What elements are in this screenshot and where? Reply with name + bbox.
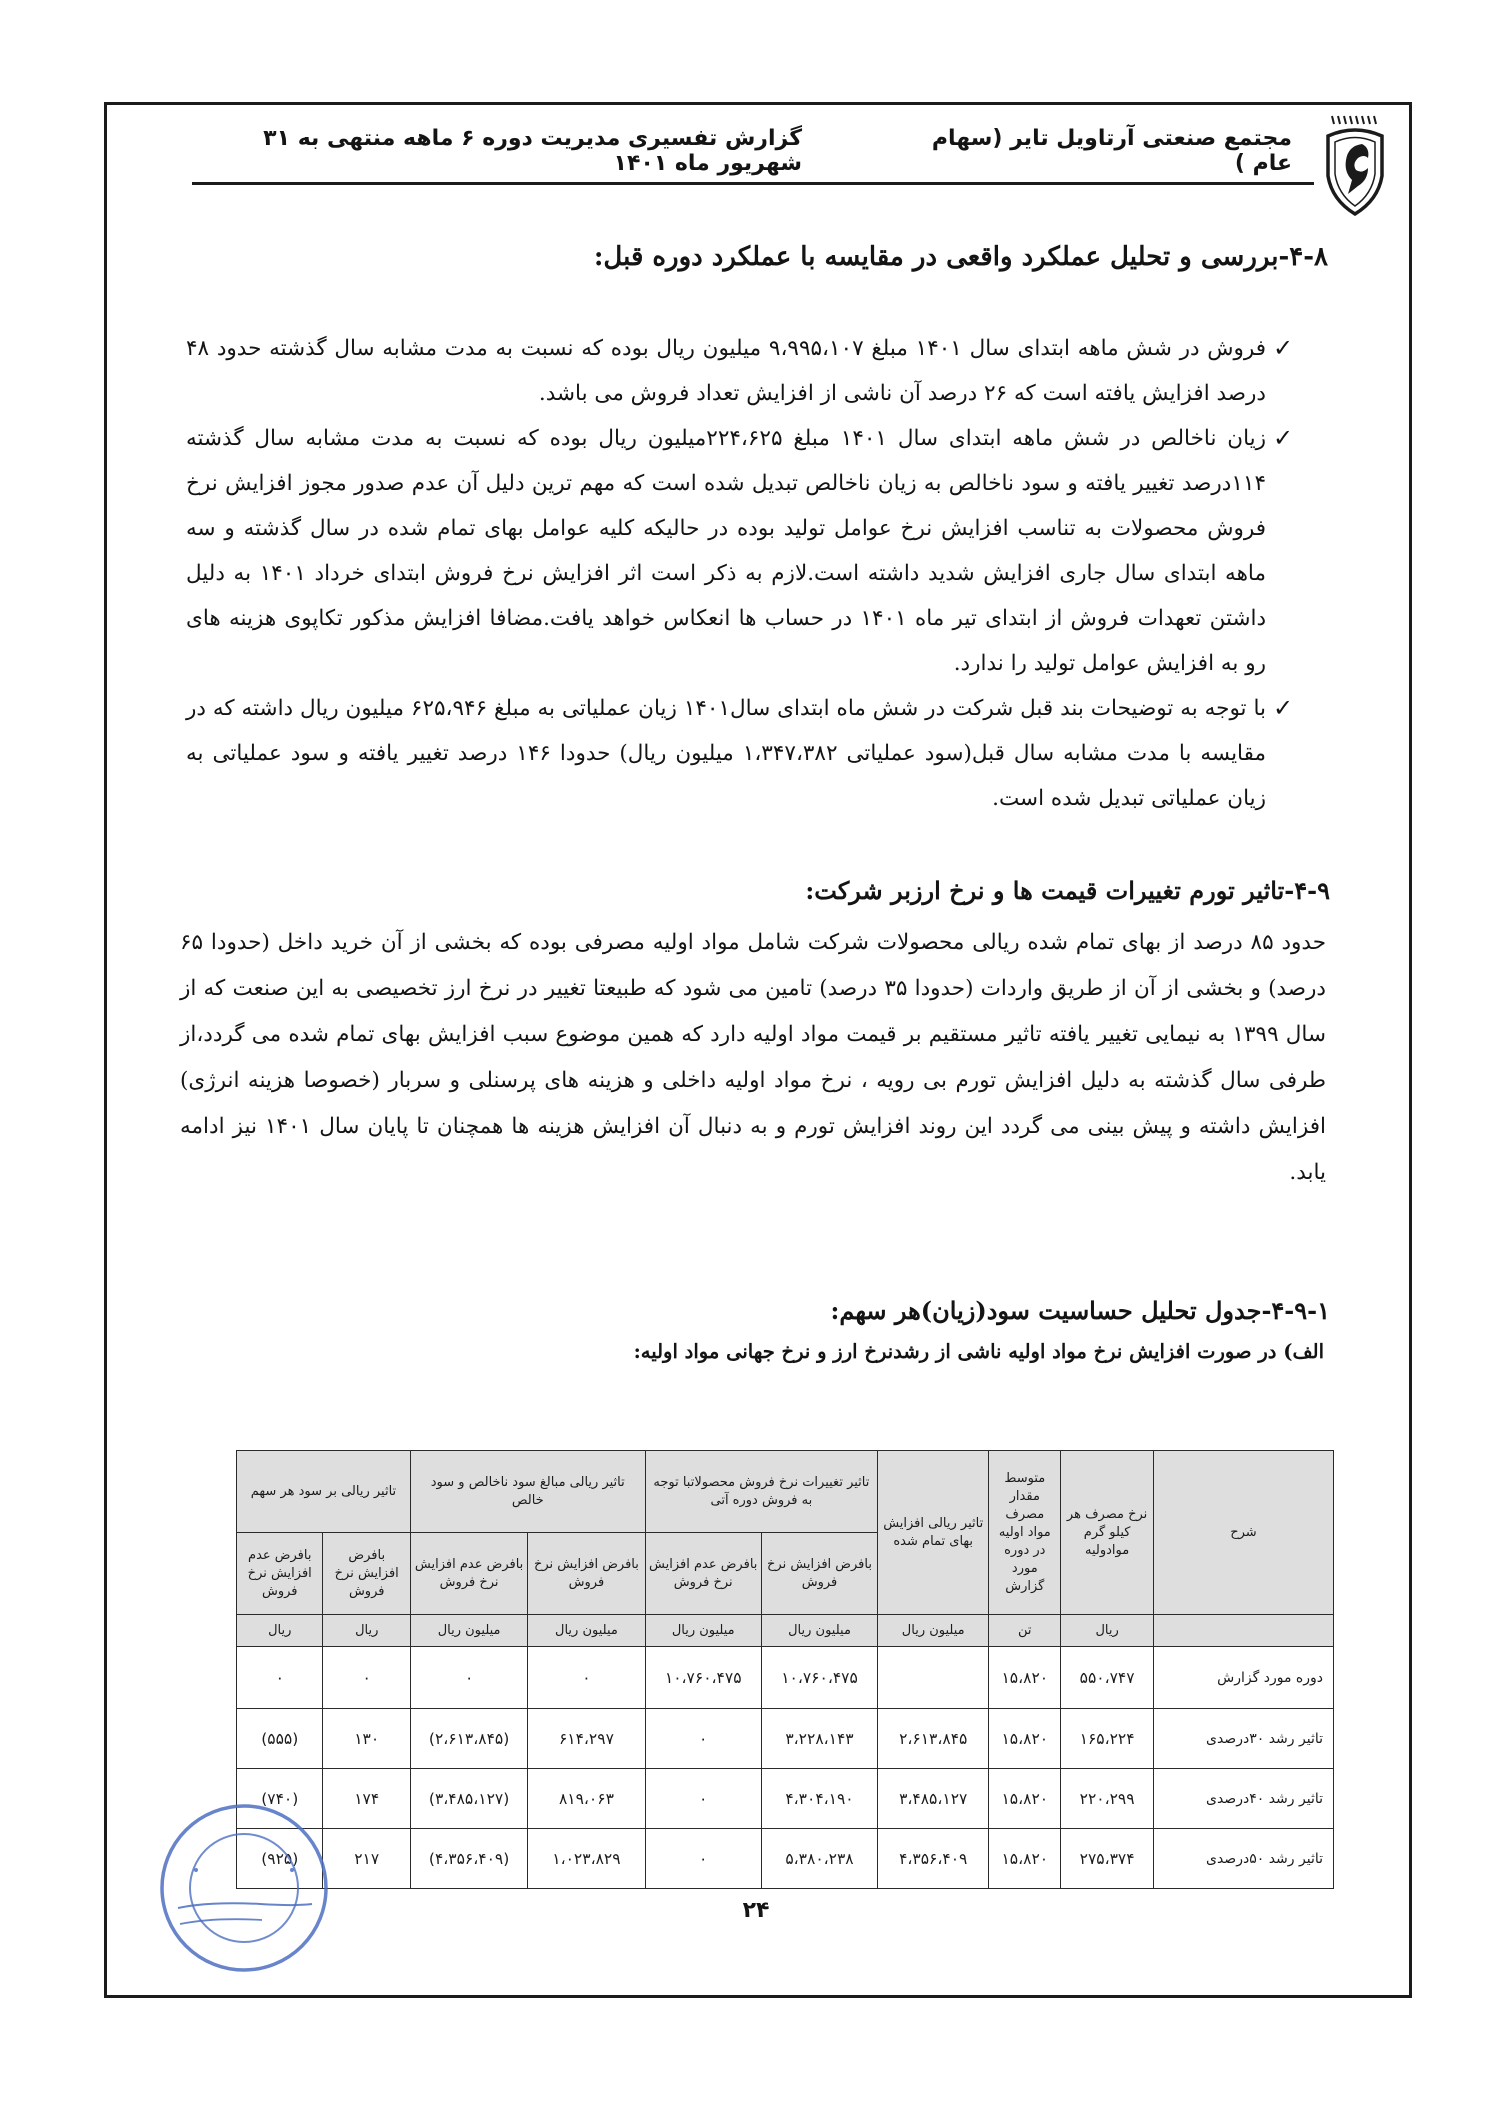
cell-eps-no-inc: (۹۲۵) — [237, 1829, 323, 1889]
section-4-8-bullets — [186, 326, 1300, 821]
unit-cell: میلیون ریال — [645, 1615, 761, 1647]
header-avg-consumption: متوسط مقدار مصرف مواد اولیه در دوره مورد گزارش — [989, 1451, 1061, 1615]
company-name: مجتمع صنعتی آرتاویل تایر (سهام عام ) — [931, 126, 1292, 176]
header-group-gross: تاثیر ریالی مبالغ سود ناخالص و سود خالص — [410, 1451, 645, 1533]
unit-cell: ریال — [237, 1615, 323, 1647]
bullet-item — [186, 326, 1300, 416]
units-row — [237, 1615, 1334, 1647]
cell-sales-no-inc: ۱۰،۷۶۰،۴۷۵ — [645, 1647, 761, 1709]
row-label: تاثیر رشد ۴۰درصدی — [1153, 1769, 1333, 1829]
cell-avg: ۱۵،۸۲۰ — [989, 1829, 1061, 1889]
section-4-9-1-subtitle: الف) در صورت افزایش نرخ مواد اولیه ناشی از رشدنرخ ارز و نرخ جهانی مواد اولیه: — [633, 1340, 1324, 1363]
cell-sales-inc: ۴،۳۰۴،۱۹۰ — [761, 1769, 877, 1829]
unit-cell: ریال — [323, 1615, 410, 1647]
section-4-9-paragraph: حدود ۸۵ درصد از بهای تمام شده ریالی محصولات شرکت شامل مواد اولیه مصرفی بوده که بخشی از آن خرید داخل (حدودا ۶۵ درصد) و بخشی از آن از طریق واردات (حدودا ۳۵ درصد) تامین می شود که طبیعتا تغییر در نرخ ارز تخصیصی به این صنعت که از سال ۱۳۹۹ به نیمایی تغییر یافته تاثیر مستقیم بر قیمت مواد اولیه دارد که همین موضوع سبب افزایش بهای تمام شده می گردد،از طرفی سال گذشته به دلیل افزایش تورم بی رویه ، نرخ مواد اولیه داخلی و هزینه های پرسنلی و سربار (خصوصا هزینه انرژی) افزایش داشته و پیش بینی می گردد این روند افزایش تورم و به دنبال آن افزایش هزینه ها همچنان تا پایان سال ۱۴۰۱ نیز ادامه یابد. — [180, 930, 1326, 1185]
header-group-eps: تاثیر ریالی بر سود هر سهم — [237, 1451, 411, 1533]
cell-rate: ۵۵۰،۷۴۷ — [1061, 1647, 1154, 1709]
cell-rate: ۲۷۵،۳۷۴ — [1061, 1829, 1154, 1889]
header-desc: شرح — [1153, 1451, 1333, 1615]
report-title: گزارش تفسیری مدیریت دوره ۶ ماهه منتهی به ۳۱ شهریور ماه ۱۴۰۱ — [263, 126, 802, 176]
cell-eps-inc: ۰ — [323, 1647, 410, 1709]
header-cost-impact: تاثیر ریالی افزایش بهای تمام شده — [878, 1451, 989, 1615]
checkmark-icon: ✓ — [1272, 424, 1294, 452]
cell-gross-inc: ۶۱۴،۲۹۷ — [528, 1709, 645, 1769]
cell-rate: ۲۲۰،۲۹۹ — [1061, 1769, 1154, 1829]
cell-cost — [878, 1647, 989, 1709]
cell-sales-inc: ۱۰،۷۶۰،۴۷۵ — [761, 1647, 877, 1709]
cell-cost: ۳،۴۸۵،۱۲۷ — [878, 1769, 989, 1829]
page-number: ۲۴ — [742, 1898, 770, 1923]
section-4-8-title: ۴-۸-بررسی و تحلیل عملکرد واقعی در مقایسه با عملکرد دوره قبل: — [593, 242, 1328, 272]
cell-avg: ۱۵،۸۲۰ — [989, 1709, 1061, 1769]
header-rule — [192, 182, 1314, 185]
unit-cell: میلیون ریال — [410, 1615, 527, 1647]
cell-avg: ۱۵،۸۲۰ — [989, 1769, 1061, 1829]
sensitivity-table — [236, 1450, 1334, 1889]
section-4-9-title: ۴-۹-تاثیر تورم تغییرات قیمت ها و نرخ ارزبر شرکت: — [805, 876, 1330, 905]
header-gross-no-inc: بافرض عدم افزایش نرخ فروش — [410, 1533, 527, 1615]
company-logo — [1322, 114, 1388, 218]
table-row — [237, 1647, 1334, 1709]
cell-sales-no-inc: ۰ — [645, 1769, 761, 1829]
header-sales-inc: بافرض افزایش نرخ فروش — [761, 1533, 877, 1615]
unit-cell: میلیون ریال — [761, 1615, 877, 1647]
cell-avg: ۱۵،۸۲۰ — [989, 1647, 1061, 1709]
cell-sales-no-inc: ۰ — [645, 1829, 761, 1889]
checkmark-icon: ✓ — [1272, 334, 1294, 362]
row-label: دوره مورد گزارش — [1153, 1647, 1333, 1709]
header-rate: نرخ مصرف هر کیلو گرم موادولیه — [1061, 1451, 1154, 1615]
table-row — [237, 1769, 1334, 1829]
bullet-item — [186, 686, 1300, 821]
bullet-text: با توجه به توضیحات بند قبل شرکت در شش ماه ابتدای سال۱۴۰۱ زیان عملیاتی به مبلغ ۶۲۵،۹۴۶ میلیون ریال داشته که در مقایسه با مدت مشابه سال قبل(سود عملیاتی ۱،۳۴۷،۳۸۲ میلیون ریال) حدودا ۱۴۶ درصد تغییر یافته و سود عملیاتی به زیان عملیاتی تبدیل شده است. — [186, 696, 1266, 811]
cell-gross-inc: ۸۱۹،۰۶۳ — [528, 1769, 645, 1829]
cell-gross-no-inc: (۲،۶۱۳،۸۴۵) — [410, 1709, 527, 1769]
table-row — [237, 1709, 1334, 1769]
cell-eps-no-inc: ۰ — [237, 1647, 323, 1709]
unit-cell: میلیون ریال — [878, 1615, 989, 1647]
cell-sales-no-inc: ۰ — [645, 1709, 761, 1769]
table-row — [237, 1829, 1334, 1889]
unit-cell — [1153, 1615, 1333, 1647]
header-sales-no-inc: بافرض عدم افزایش نرخ فروش — [645, 1533, 761, 1615]
cell-eps-inc: ۲۱۷ — [323, 1829, 410, 1889]
bullet-text: زیان ناخالص در شش ماهه ابتدای سال ۱۴۰۱ مبلغ ۲۲۴،۶۲۵میلیون ریال بوده که نسبت به مدت مشابه سال گذشته ۱۱۴درصد تغییر یافته و سود ناخالص به زیان ناخالص تبدیل شده است که مهم ترین دلیل آن عدم صدور مجوز افزایش نرخ فروش محصولات به تناسب افزایش نرخ عوامل تولید بوده در حالیکه کلیه عوامل بهای تمام شده در سال گذشته و سه ماهه ابتدای سال جاری افزایش شدید داشته است.لازم به ذکر است اثر افزایش نرخ فروش ابتدای خرداد ۱۴۰۱ به دلیل داشتن تعهدات فروش از ابتدای تیر ماه ۱۴۰۱ در حساب ها انعکاس خواهد یافت.مضافا افزایش مذکور تکاپوی هزینه های رو به افزایش عوامل تولید را ندارد. — [186, 426, 1267, 676]
cell-cost: ۴،۳۵۶،۴۰۹ — [878, 1829, 989, 1889]
row-label: تاثیر رشد ۳۰درصدی — [1153, 1709, 1333, 1769]
bullet-item — [186, 416, 1300, 686]
cell-eps-no-inc: (۷۴۰) — [237, 1769, 323, 1829]
section-4-9-1-title: ۴-۹-۱-جدول تحلیل حساسیت سود(زیان)هر سهم: — [830, 1296, 1330, 1325]
cell-gross-no-inc: (۳،۴۸۵،۱۲۷) — [410, 1769, 527, 1829]
cell-gross-no-inc: (۴،۳۵۶،۴۰۹) — [410, 1829, 527, 1889]
header-eps-inc: بافرض افزایش نرخ فروش — [323, 1533, 410, 1615]
cell-sales-inc: ۵،۳۸۰،۲۳۸ — [761, 1829, 877, 1889]
unit-cell: تن — [989, 1615, 1061, 1647]
cell-sales-inc: ۳،۲۲۸،۱۴۳ — [761, 1709, 877, 1769]
cell-gross-no-inc: ۰ — [410, 1647, 527, 1709]
auditor-stamp — [156, 1800, 332, 1976]
header-gross-inc: بافرض افزایش نرخ فروش — [528, 1533, 645, 1615]
row-label: تاثیر رشد ۵۰درصدی — [1153, 1829, 1333, 1889]
unit-cell: میلیون ریال — [528, 1615, 645, 1647]
cell-eps-inc: ۱۷۴ — [323, 1769, 410, 1829]
checkmark-icon: ✓ — [1272, 694, 1294, 722]
cell-eps-no-inc: (۵۵۵) — [237, 1709, 323, 1769]
bullet-text: فروش در شش ماهه ابتدای سال ۱۴۰۱ مبلغ ۹،۹۹۵،۱۰۷ میلیون ریال بوده که نسبت به مدت مشابه سال گذشته حدود ۴۸ درصد افزایش یافته است که ۲۶ درصد آن ناشی از افزایش تعداد فروش می باشد. — [186, 336, 1267, 406]
header-group-sales: تاثیر تغییرات نرخ فروش محصولاتبا توجه به فروش دوره آتی — [645, 1451, 878, 1533]
cell-rate: ۱۶۵،۲۲۴ — [1061, 1709, 1154, 1769]
cell-cost: ۲،۶۱۳،۸۴۵ — [878, 1709, 989, 1769]
cell-gross-inc: ۱،۰۲۳،۸۲۹ — [528, 1829, 645, 1889]
unit-cell: ریال — [1061, 1615, 1154, 1647]
header-eps-no-inc: بافرض عدم افزایش نرخ فروش — [237, 1533, 323, 1615]
cell-eps-inc: ۱۳۰ — [323, 1709, 410, 1769]
cell-gross-inc: ۰ — [528, 1647, 645, 1709]
